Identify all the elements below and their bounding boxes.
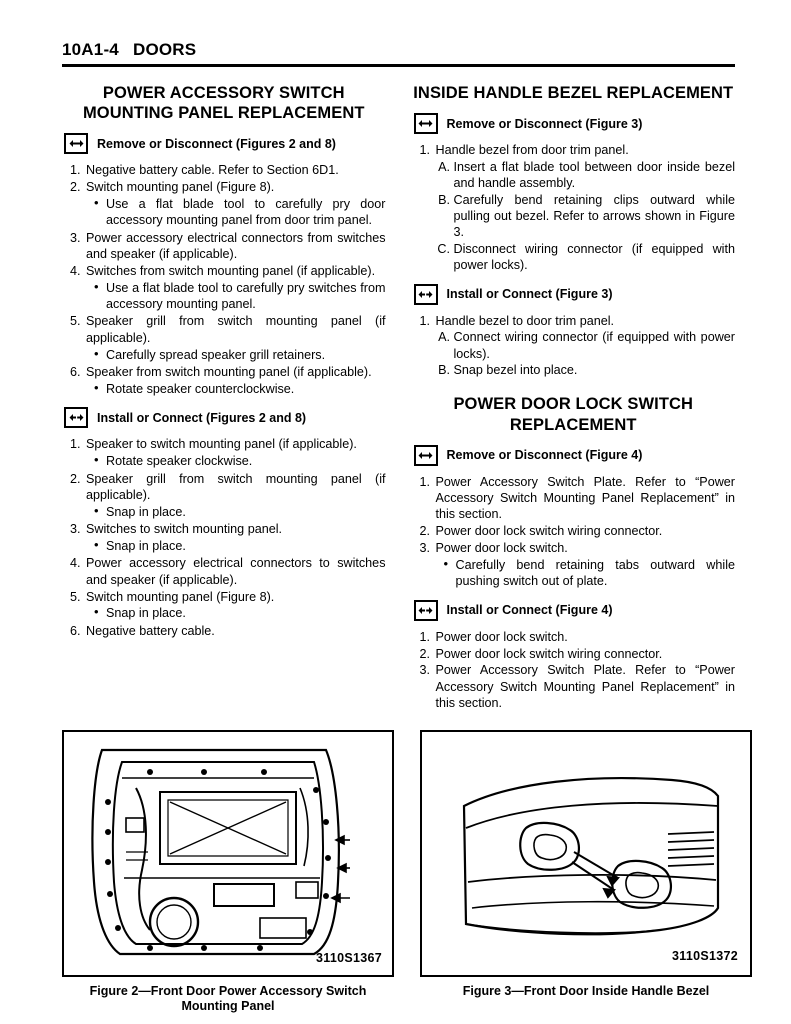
lock-remove-steps-list	[412, 474, 736, 590]
list-item: 1. Negative battery cable. Refer to Section 6D1.	[84, 162, 386, 178]
page-folio: 10A1-4	[62, 40, 119, 59]
bezel-install-substeps	[434, 329, 736, 378]
list-item: • Snap in place.	[94, 504, 386, 520]
figure-2-caption: Figure 2—Front Door Power Accessory Switch Mounting Panel	[89, 983, 367, 1014]
lock-remove-step3-bullets	[434, 557, 736, 590]
install-or-connect-label: Install or Connect (Figure 3)	[446, 287, 613, 301]
list-item: B. Carefully bend retaining clips outward while pulling out bezel. Refer to arrows shown in Figure 3.	[454, 192, 736, 241]
right-column	[412, 81, 736, 714]
section-title-power-door-lock-switch: POWER DOOR LOCK SWITCH REPLACEMENT	[453, 395, 694, 434]
list-item: 5. Speaker grill from switch mounting panel (if applicable).	[84, 313, 386, 346]
remove-or-disconnect-label: Remove or Disconnect (Figure 3)	[446, 116, 643, 131]
list-item: C. Disconnect wiring connector (if equipped with power locks).	[454, 241, 736, 274]
figure-3-frame	[420, 730, 752, 977]
page-header-title: DOORS	[132, 40, 197, 59]
figure-2-illustration	[64, 732, 392, 971]
list-item: • Use a flat blade tool to carefully pry switches from accessory mounting panel.	[94, 280, 386, 313]
list-item: • Carefully bend retaining tabs outward while pushing switch out of plate.	[444, 557, 736, 590]
list-item: 2. Power door lock switch wiring connector.	[434, 523, 736, 539]
figure-2	[62, 730, 394, 1015]
remove-disconnect-icon	[414, 113, 438, 134]
install-or-connect-heading-lock	[414, 600, 736, 621]
list-item: 3. Switches to switch mounting panel.	[84, 521, 386, 537]
list-item: • Snap in place.	[94, 605, 386, 621]
install-connect-icon	[64, 407, 88, 428]
header-rule	[62, 64, 735, 67]
list-item: 4. Power accessory electrical connectors to switches and speaker (if applicable).	[84, 555, 386, 588]
install-connect-icon	[414, 284, 438, 305]
list-item: 1. Power Accessory Switch Plate. Refer to “Power Accessory Switch Mounting Panel Replacement” in this section.	[434, 474, 736, 523]
list-item: A. Connect wiring connector (if equipped with power locks).	[454, 329, 736, 362]
list-item: A. Insert a flat blade tool between door inside bezel and handle assembly.	[454, 159, 736, 192]
list-item: • Snap in place.	[94, 538, 386, 554]
figure-3-code: 3110S1372	[672, 948, 738, 963]
install-step3-bullets	[84, 538, 386, 554]
list-item: 6. Speaker from switch mounting panel (if applicable).	[84, 364, 386, 380]
figure-3-caption: Figure 3—Front Door Inside Handle Bezel	[462, 983, 710, 998]
install-or-connect-heading-bezel	[414, 284, 736, 305]
lock-install-steps-list	[412, 629, 736, 712]
list-item: 1. Speaker to switch mounting panel (if applicable).	[84, 436, 386, 452]
remove-step5-bullets	[84, 347, 386, 363]
bezel-remove-substeps	[434, 159, 736, 274]
list-item: 1. Handle bezel from door trim panel.	[434, 142, 736, 158]
list-item: 3. Power Accessory Switch Plate. Refer to “Power Accessory Switch Mounting Panel Replacement” in this section.	[434, 662, 736, 711]
left-column	[62, 81, 386, 714]
remove-or-disconnect-heading-lock	[414, 445, 736, 466]
figure-2-frame	[62, 730, 394, 977]
figure-3-illustration	[422, 732, 750, 971]
content-columns	[62, 81, 735, 714]
list-item: B. Snap bezel into place.	[454, 362, 736, 378]
remove-or-disconnect-label: Remove or Disconnect (Figures 2 and 8)	[97, 136, 336, 151]
list-item: 3. Power door lock switch.	[434, 540, 736, 556]
bezel-install-steps-list	[412, 313, 736, 379]
remove-disconnect-icon	[64, 133, 88, 154]
section-title-power-accessory-switch: POWER ACCESSORY SWITCH MOUNTING PANEL REPLACEMENT	[82, 84, 365, 123]
list-item: 1. Handle bezel to door trim panel.	[434, 313, 736, 329]
figure-3	[420, 730, 752, 1015]
remove-or-disconnect-heading	[64, 133, 386, 154]
install-or-connect-heading	[64, 407, 386, 428]
list-item: 6. Negative battery cable.	[84, 623, 386, 639]
bezel-remove-steps-list	[412, 142, 736, 273]
figures-row	[62, 730, 738, 1015]
section-title-inside-handle-bezel: INSIDE HANDLE BEZEL REPLACEMENT	[413, 84, 734, 102]
remove-or-disconnect-heading-bezel	[414, 113, 736, 134]
list-item: • Use a flat blade tool to carefully pry door accessory mounting panel from door trim panel.	[94, 196, 386, 229]
list-item: • Rotate speaker clockwise.	[94, 453, 386, 469]
remove-steps-list	[62, 162, 386, 397]
remove-step4-bullets	[84, 280, 386, 313]
list-item: 5. Switch mounting panel (Figure 8).	[84, 589, 386, 605]
install-step5-bullets	[84, 605, 386, 621]
remove-or-disconnect-label: Remove or Disconnect (Figure 4)	[446, 448, 643, 463]
install-or-connect-label: Install or Connect (Figures 2 and 8)	[97, 410, 307, 425]
list-item: 2. Switch mounting panel (Figure 8).	[84, 179, 386, 195]
list-item: 2. Speaker grill from switch mounting panel (if applicable).	[84, 471, 386, 504]
list-item: 4. Switches from switch mounting panel (if applicable).	[84, 263, 386, 279]
remove-step2-bullets	[84, 196, 386, 229]
list-item: • Carefully spread speaker grill retainers.	[94, 347, 386, 363]
list-item: 3. Power accessory electrical connectors from switches and speaker (if applicable).	[84, 230, 386, 263]
install-connect-icon	[414, 600, 438, 621]
figure-2-code: 3110S1367	[316, 950, 382, 965]
list-item: 2. Power door lock switch wiring connector.	[434, 646, 736, 662]
remove-step6-bullets	[84, 381, 386, 397]
page-header	[62, 40, 735, 64]
install-step1-bullets	[84, 453, 386, 469]
list-item: 1. Power door lock switch.	[434, 629, 736, 645]
install-or-connect-label: Install or Connect (Figure 4)	[446, 603, 613, 618]
list-item: • Rotate speaker counterclockwise.	[94, 381, 386, 397]
install-step2-bullets	[84, 504, 386, 520]
remove-disconnect-icon	[414, 445, 438, 466]
install-steps-list	[62, 436, 386, 639]
